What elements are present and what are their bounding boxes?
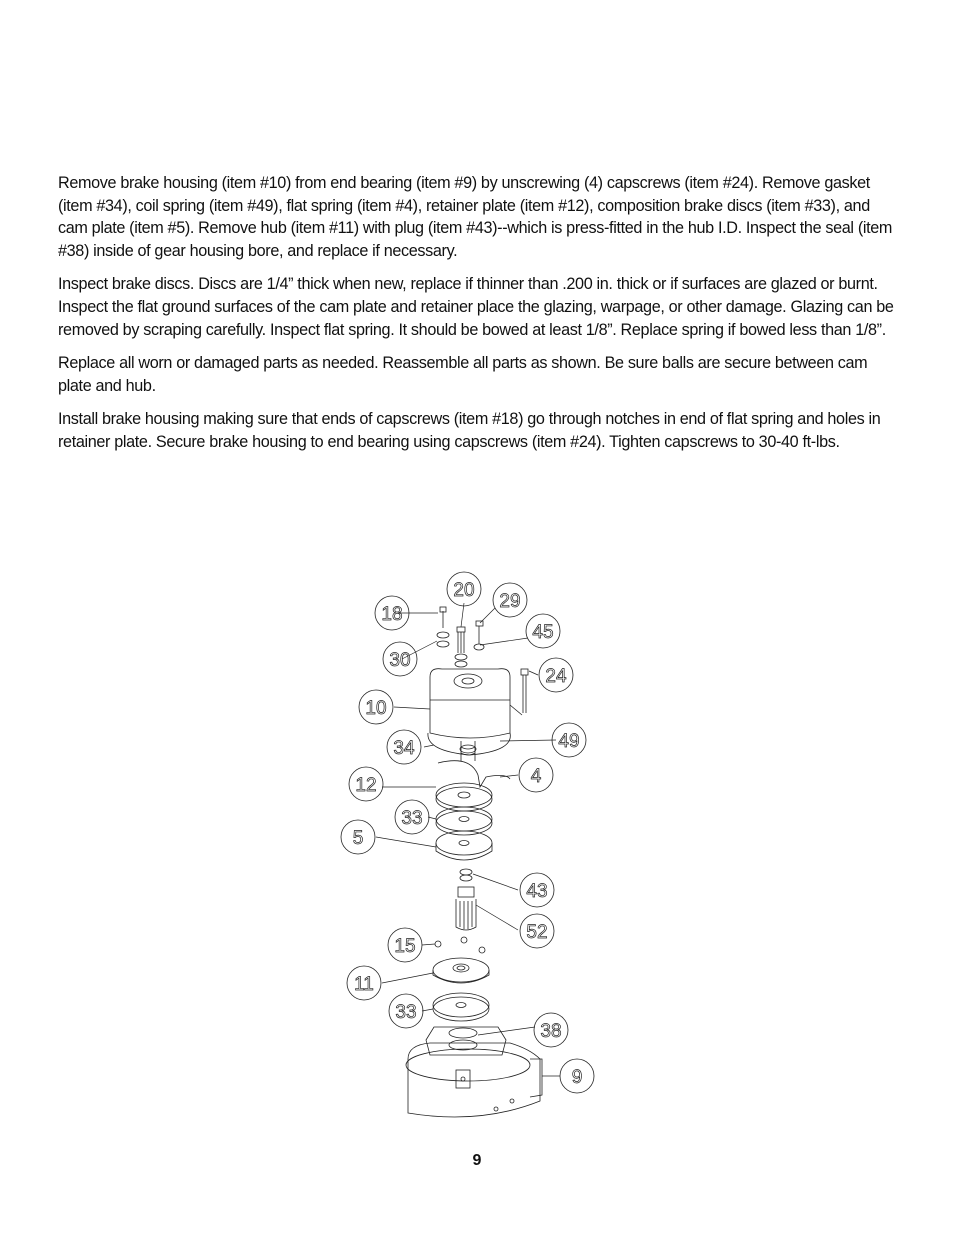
svg-text:18: 18 bbox=[381, 604, 403, 625]
shaft-52-part bbox=[456, 887, 476, 930]
callout-30 bbox=[383, 642, 417, 676]
brake-housing-part bbox=[428, 669, 510, 761]
capscrew-18-part bbox=[437, 607, 449, 647]
capscrew-24-part bbox=[510, 669, 528, 715]
instructions-text bbox=[58, 172, 894, 465]
callout-12 bbox=[349, 767, 383, 801]
paragraph-inspect-brake-discs: Inspect brake discs. Discs are 1/4” thick when new, replace if thinner than .200 in. thick or if surfaces are glazed or burnt. Inspect the flat ground surfaces of the cam plate and retainer place the glazing, warpage, or other damage. Glazing can be removed by scraping carefully. Inspect flat spring. It should be bowed at least 1/8”. Replace spring if bowed less than 1/8”. bbox=[58, 275, 894, 339]
svg-text:20: 20 bbox=[453, 580, 475, 601]
ball-15-part bbox=[435, 937, 485, 953]
callout-33-lower bbox=[389, 994, 423, 1028]
callout-5 bbox=[341, 820, 375, 854]
svg-text:29: 29 bbox=[499, 591, 521, 612]
svg-text:5: 5 bbox=[352, 828, 364, 849]
callout-9 bbox=[560, 1059, 594, 1093]
svg-text:30: 30 bbox=[389, 650, 411, 671]
svg-text:9: 9 bbox=[571, 1067, 583, 1088]
brake-disc-lower-33-part bbox=[433, 993, 489, 1021]
callout-33-upper bbox=[395, 800, 429, 834]
svg-text:24: 24 bbox=[545, 666, 567, 687]
callout-29 bbox=[493, 583, 527, 617]
callout-15 bbox=[388, 928, 422, 962]
paragraph-install-brake-housing: Install brake housing making sure that ends of capscrews (item #18) go through notches in end of flat spring and holes in retainer plate. Secure brake housing to end bearing using capscrews (item #24). Tighten capscrews to 30-40 ft-lbs. bbox=[58, 410, 881, 451]
callout-45 bbox=[526, 614, 560, 648]
svg-text:38: 38 bbox=[540, 1021, 562, 1042]
hub-part bbox=[433, 958, 489, 983]
capscrew-20-part bbox=[455, 627, 467, 667]
callout-49 bbox=[552, 723, 586, 757]
svg-text:52: 52 bbox=[526, 922, 548, 943]
svg-text:33: 33 bbox=[401, 808, 423, 829]
svg-text:49: 49 bbox=[558, 731, 580, 752]
svg-text:10: 10 bbox=[365, 698, 387, 719]
svg-text:33: 33 bbox=[395, 1002, 417, 1023]
callout-38 bbox=[534, 1013, 568, 1047]
svg-text:12: 12 bbox=[355, 775, 377, 796]
svg-text:15: 15 bbox=[394, 936, 416, 957]
callout-20 bbox=[447, 572, 481, 606]
callout-10 bbox=[359, 690, 393, 724]
plug-part bbox=[460, 869, 472, 881]
callout-4 bbox=[519, 758, 553, 792]
svg-text:34: 34 bbox=[393, 738, 415, 759]
callout-43 bbox=[520, 873, 554, 907]
svg-text:4: 4 bbox=[530, 766, 542, 787]
flat-spring-part bbox=[438, 761, 510, 787]
page-number: 9 bbox=[472, 1152, 482, 1169]
end-bearing-part bbox=[406, 1027, 542, 1117]
callout-52 bbox=[520, 914, 554, 948]
callout-24 bbox=[539, 658, 573, 692]
brake-exploded-diagram bbox=[330, 565, 620, 1130]
svg-text:11: 11 bbox=[354, 974, 374, 995]
callout-11 bbox=[347, 966, 381, 1000]
callout-34 bbox=[387, 730, 421, 764]
paragraph-remove-brake-housing: Remove brake housing (item #10) from end bearing (item #9) by unscrewing (4) capscrews (item #24). Remove gasket (item #34), coil spring (item #49), flat spring (item #4), retainer plate (item #12), composition brake discs (item #33), and cam plate (item #5). Remove hub (item #11) with plug (item #43)--which is press-fitted in the hub I.D. Inspect the seal (item #38) inside of gear housing bore, and replace if necessary. bbox=[58, 174, 893, 260]
svg-text:45: 45 bbox=[532, 622, 554, 643]
capscrew-29-part bbox=[474, 621, 484, 650]
svg-text:43: 43 bbox=[526, 881, 548, 902]
paragraph-replace-parts: Replace all worn or damaged parts as needed. Reassemble all parts as shown. Be sure balls are secure between cam plate and hub. bbox=[58, 354, 868, 395]
